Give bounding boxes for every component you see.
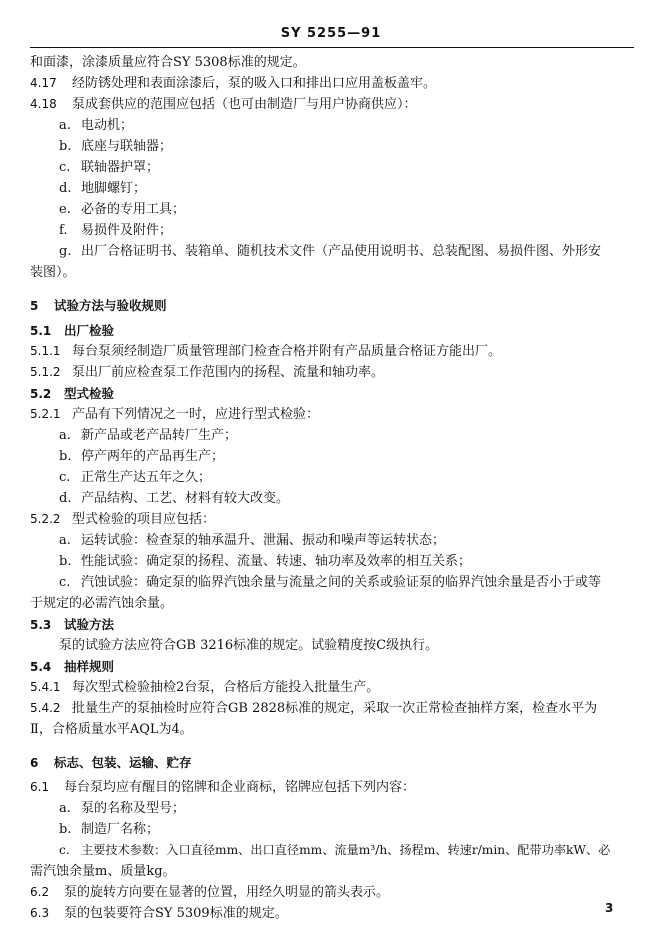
section-heading-5-4: 5.4 抽样规则 xyxy=(30,659,115,674)
list-item-continuation: 装图）。 xyxy=(30,265,76,280)
list-item-continuation: 于规定的必需汽蚀余量。 xyxy=(30,596,174,611)
list-item: c. 主要技术参数：入口直径mm、出口直径mm、流量m³/h、扬程m、转速r/min、配带功率kW、必 xyxy=(59,843,611,857)
section-heading-5: 5 试验方法与验收规则 xyxy=(30,298,167,313)
list-item: b. 停产两年的产品再生产； xyxy=(59,449,225,464)
list-item: d. 地脚螺钉； xyxy=(59,181,147,196)
clause-6-3: 6.3 泵的包装要符合SY 5309标准的规定。 xyxy=(30,906,288,921)
list-item: b. 底座与联轴器； xyxy=(59,139,173,154)
clause-5-4-2: 5.4.2 批量生产的泵抽检时应符合GB 2828标准的规定，采取一次正常检查抽样方案，检查水平为 xyxy=(30,701,598,716)
list-item: a. 新产品或老产品转厂生产； xyxy=(59,428,238,443)
section-heading-6: 6 标志、包装、运输、贮存 xyxy=(30,755,192,770)
list-item: a. 泵的名称及型号； xyxy=(59,801,186,816)
list-item: f. 易损件及附件； xyxy=(59,223,173,238)
list-item: c. 联轴器护罩； xyxy=(59,160,160,175)
list-item: a. 电动机； xyxy=(59,118,134,133)
list-item: c. 正常生产达五年之久； xyxy=(59,470,212,485)
clause-6-1: 6.1 每台泵均应有醒目的铭牌和企业商标，铭牌应包括下列内容： xyxy=(30,780,416,795)
clause-5-2-2: 5.2.2 型式检验的项目应包括： xyxy=(30,512,216,527)
list-item-continuation: 需汽蚀余量m、质量kg。 xyxy=(30,864,176,879)
clause-continuation: Ⅱ，合格质量水平AQL为4。 xyxy=(30,722,193,737)
spacer xyxy=(30,740,634,752)
clause-5-1-2: 5.1.2 泵出厂前应检查泵工作范围内的扬程、流量和轴功率。 xyxy=(30,365,385,380)
clause-5-4-1: 5.4.1 每次型式检验抽检2台泵，合格后方能投入批量生产。 xyxy=(30,680,380,695)
clause-6-2: 6.2 泵的旋转方向要在显著的位置，用经久明显的箭头表示。 xyxy=(30,885,390,900)
list-item: c. 汽蚀试验：确定泵的临界汽蚀余量与流量之间的关系或验证泵的临界汽蚀余量是否小于或等 xyxy=(59,575,602,590)
page-number: 3 xyxy=(605,901,614,915)
section-heading-5-3: 5.3 试验方法 xyxy=(30,617,115,632)
clause-4-17: 4.17 经防锈处理和表面涂漆后，泵的吸入口和排出口应用盖板盖牢。 xyxy=(30,76,437,91)
header-rule xyxy=(30,47,634,48)
list-item: e. 必备的专用工具； xyxy=(59,202,186,217)
list-item: d. 产品结构、工艺、材料有较大改变。 xyxy=(59,491,290,506)
document-body xyxy=(30,52,634,924)
clause-5-3-text: 泵的试验方法应符合GB 3216标准的规定。试验精度按C级执行。 xyxy=(59,638,439,653)
paragraph-line: 和面漆，涂漆质量应符合SY 5308标准的规定。 xyxy=(30,55,306,70)
clause-4-18: 4.18 泵成套供应的范围应包括（也可由制造厂与用户协商供应）： xyxy=(30,97,417,112)
list-item: a. 运转试验：检查泵的轴承温升、泄漏、振动和噪声等运转状态； xyxy=(59,533,446,548)
list-item: b. 性能试验：确定泵的扬程、流量、转速、轴功率及效率的相互关系； xyxy=(59,554,472,569)
section-heading-5-2: 5.2 型式检验 xyxy=(30,386,115,401)
list-item: b. 制造厂名称； xyxy=(59,822,160,837)
document-header: SY 5255—91 xyxy=(280,26,382,41)
list-item: g. 出厂合格证明书、装箱单、随机技术文件（产品使用说明书、总装配图、易损件图、外形安 xyxy=(59,244,602,259)
clause-5-1-1: 5.1.1 每台泵须经制造厂质量管理部门检查合格并附有产品质量合格证方能出厂。 xyxy=(30,344,502,359)
spacer xyxy=(30,283,634,295)
section-heading-5-1: 5.1 出厂检验 xyxy=(30,323,115,338)
clause-5-2-1: 5.2.1 产品有下列情况之一时，应进行型式检验： xyxy=(30,407,320,422)
